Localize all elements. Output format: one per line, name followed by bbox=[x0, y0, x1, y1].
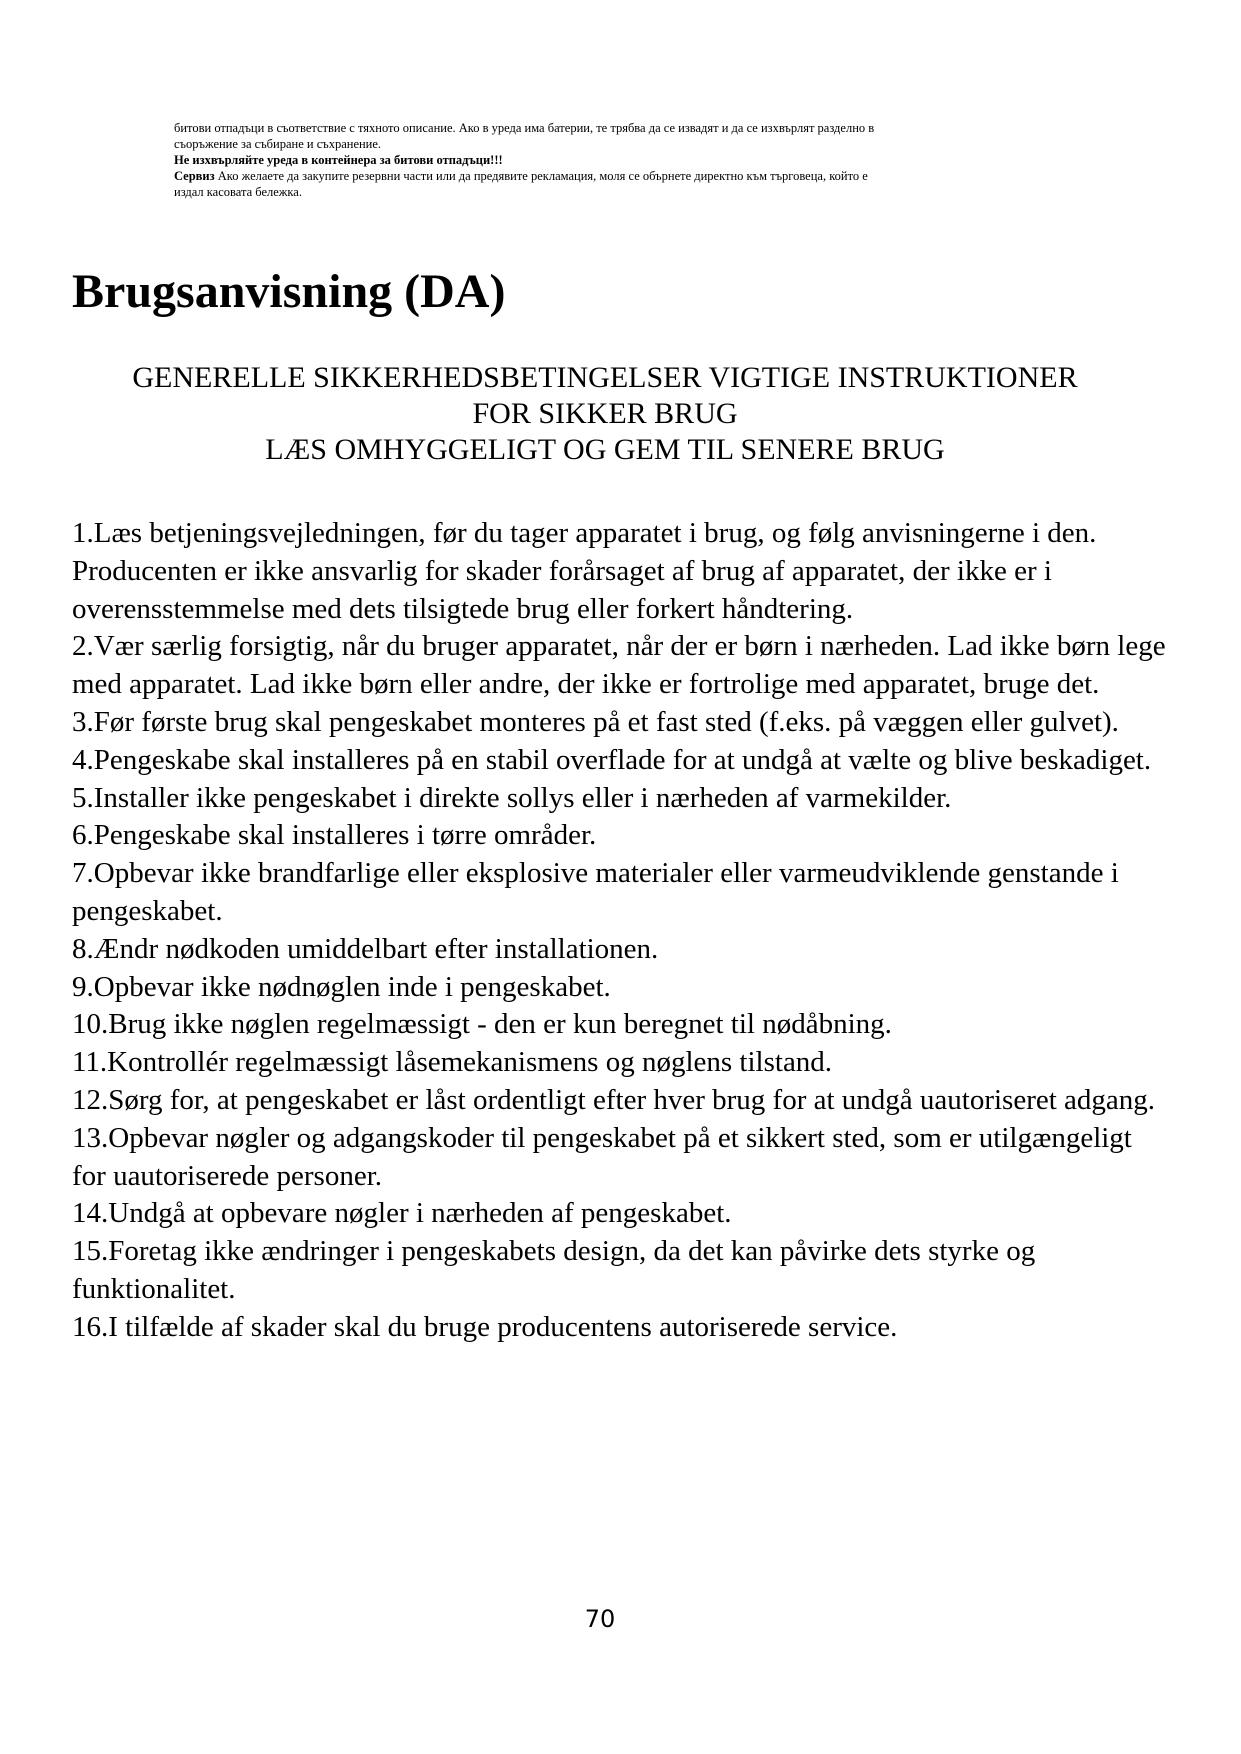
instruction-item-4: 4.Pengeskabe skal installeres på en stabil overflade for at undgå at vælte og blive beskadiget. bbox=[72, 743, 1152, 776]
page-number: 70 bbox=[584, 1605, 616, 1633]
instruction-list bbox=[72, 515, 1172, 1347]
instruction-item-14: 14.Undgå at opbevare nøgler i nærheden af pengeskabet. bbox=[72, 1197, 732, 1230]
safety-subtitle bbox=[40, 360, 1170, 468]
bulgarian-section bbox=[174, 120, 1134, 200]
service-text: Ако желаете да закупите резервни части или да предявите рекламация, моля се обърнете директно към търговеца, който е bbox=[214, 169, 868, 183]
instruction-item-5: 5.Installer ikke pengeskabet i direkte sollys eller i nærheden af varmekilder. bbox=[72, 781, 952, 814]
bulgarian-warning: Не изхвърляйте уреда в контейнера за битови отпадъци!!! bbox=[174, 153, 503, 167]
bulgarian-line-1: битови отпадъци в съответствие с тяхното описание. Ако в уреда има батерии, те трябва да се извадят и да се изхвърлят разделно в bbox=[174, 121, 875, 135]
subtitle-line-3: LÆS OMHYGGELIGT OG GEM TIL SENERE BRUG bbox=[265, 433, 945, 466]
bulgarian-service bbox=[174, 168, 1134, 184]
instruction-item-11: 11.Kontrollér regelmæssigt låsemekanismens og nøglens tilstand. bbox=[72, 1046, 833, 1079]
bulgarian-line-2: съоръжение за събиране и съхранение. bbox=[174, 137, 382, 151]
instruction-item-12: 12.Sørg for, at pengeskabet er låst ordentligt efter hver brug for at undgå uautoriseret adgang. bbox=[72, 1083, 1156, 1116]
instruction-item-9: 9.Opbevar ikke nødnøglen inde i pengeskabet. bbox=[72, 970, 611, 1003]
page-title: Brugsanvisning (DA) bbox=[72, 265, 506, 318]
instruction-item-2: 2.Vær særlig forsigtig, når du bruger apparatet, når der er børn i nærheden. Lad ikke børn lege med apparatet. Lad ikke børn eller andre, der ikke er fortrolige med apparatet, bruge det. bbox=[72, 630, 1166, 701]
instruction-item-7: 7.Opbevar ikke brandfarlige eller eksplosive materialer eller varmeudviklende genstande i pengeskabet. bbox=[72, 857, 1119, 927]
subtitle-line-2: FOR SIKKER BRUG bbox=[472, 397, 738, 430]
instruction-item-16: 16.I tilfælde af skader skal du bruge producentens autoriserede service. bbox=[72, 1310, 898, 1343]
instruction-item-3: 3.Før første brug skal pengeskabet monteres på et fast sted (f.eks. på væggen eller gulvet). bbox=[72, 705, 1119, 738]
instruction-item-6: 6.Pengeskabe skal installeres i tørre områder. bbox=[72, 819, 597, 852]
instruction-item-15: 15.Foretag ikke ændringer i pengeskabets design, da det kan påvirke dets styrke og funktionalitet. bbox=[72, 1235, 1036, 1305]
instruction-item-8: 8.Ændr nødkoden umiddelbart efter installationen. bbox=[72, 932, 659, 965]
instruction-item-1: 1.Læs betjeningsvejledningen, før du tager apparatet i brug, og følg anvisningerne i den. Producenten er ikke ansvarlig for skader forårsaget af brug af apparatet, der ikke er i overensstemmelse med dets tilsigtede brug eller forkert håndtering. bbox=[72, 517, 1097, 625]
instruction-item-13: 13.Opbevar nøgler og adgangskoder til pengeskabet på et sikkert sted, som er utilgængeligt for uautoriserede personer. bbox=[72, 1121, 1132, 1192]
instruction-item-10: 10.Brug ikke nøglen regelmæssigt - den er kun beregnet til nødåbning. bbox=[72, 1008, 892, 1041]
bulgarian-service-line-2: издал касовата бележка. bbox=[174, 185, 302, 199]
service-label: Сервиз bbox=[174, 169, 215, 183]
subtitle-line-1: GENERELLE SIKKERHEDSBETINGELSER VIGTIGE INSTRUKTIONER bbox=[132, 361, 1078, 394]
